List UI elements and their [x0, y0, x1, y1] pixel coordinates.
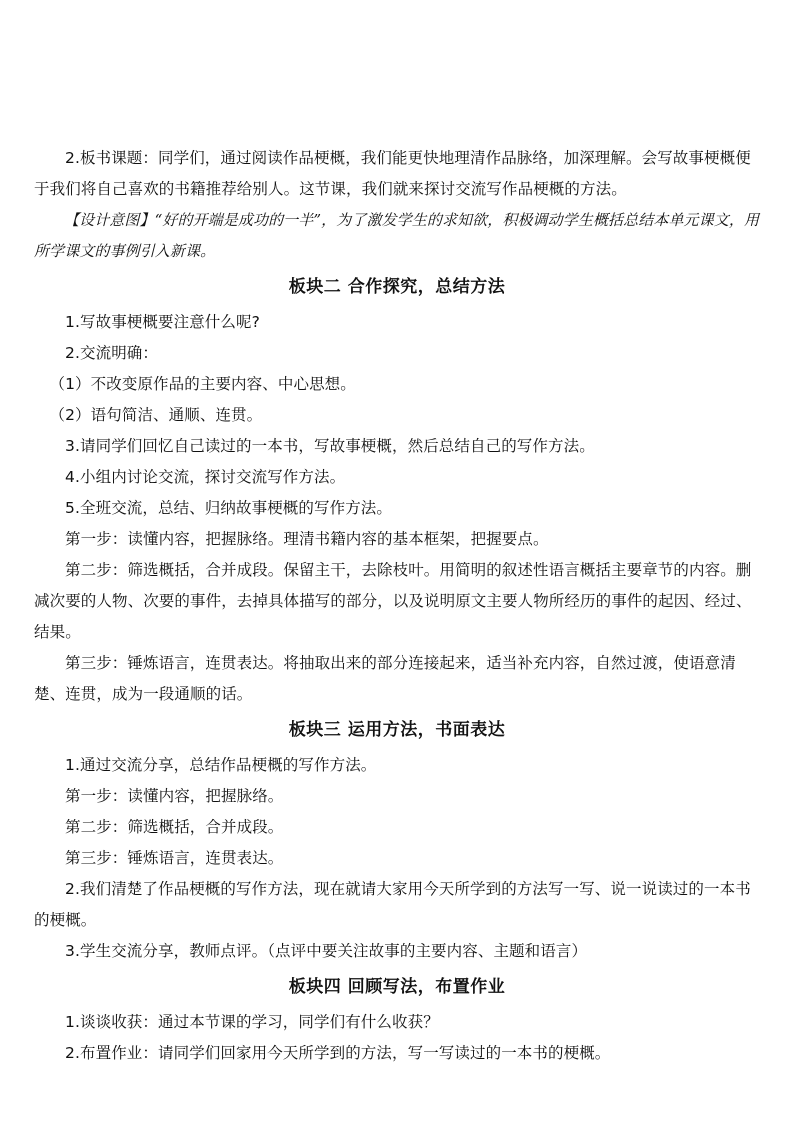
section-2-item: 3.请同学们回忆自己读过的一本书，写故事梗概，然后总结自己的写作方法。 — [65, 437, 595, 455]
section-4-title: 板块四 回顾写法，布置作业 — [288, 977, 506, 997]
section-2-item: 1.写故事梗概要注意什么呢? — [65, 313, 260, 331]
section-3-step: 第一步：读懂内容，把握脉络。 — [65, 787, 284, 805]
section-2-item: 2.交流明确： — [65, 344, 158, 362]
section-3-step: 第二步：筛选概括，合并成段。 — [65, 818, 284, 836]
section-3-title: 板块三 运用方法，书面表达 — [288, 720, 506, 740]
document-content — [34, 143, 760, 1069]
section-3-step: 第三步：锤炼语言，连贯表达。 — [65, 849, 284, 867]
section-2-title: 板块二 合作探究，总结方法 — [288, 277, 506, 297]
section-2-item: 5.全班交流，总结、归纳故事梗概的写作方法。 — [65, 499, 392, 517]
section-2-item: （1）不改变原作品的主要内容、中心思想。 — [49, 375, 356, 393]
section-2-step: 第二步：筛选概括，合并成段。保留主干，去除枝叶。用简明的叙述性语言概括主要章节的内容。删减次要的人物、次要的事件，去掉具体描写的部分，以及说明原文主要人物所经历的事件的起因、经过、结果。 — [34, 561, 752, 641]
intro-item-2: 2.板书课题：同学们，通过阅读作品梗概，我们能更快地理清作品脉络，加深理解。会写故事梗概便于我们将自己喜欢的书籍推荐给别人。这节课，我们就来探讨交流写作品梗概的方法。 — [34, 149, 751, 198]
section-2-item: 4.小组内讨论交流，探讨交流写作方法。 — [65, 468, 346, 486]
section-2-step: 第一步：读懂内容，把握脉络。理清书籍内容的基本框架，把握要点。 — [65, 530, 549, 548]
section-4-item: 1.谈谈收获：通过本节课的学习，同学们有什么收获？ — [65, 1013, 439, 1031]
section-2-step: 第三步：锤炼语言，连贯表达。将抽取出来的部分连接起来，适当补充内容，自然过渡，使语意清楚、连贯，成为一段通顺的话。 — [34, 654, 736, 703]
design-intent: 【设计意图】“好的开端是成功的一半”，为了激发学生的求知欲，积极调动学生概括总结本单元课文，用所学课文的事例引入新课。 — [34, 211, 760, 260]
section-2-item: （2）语句简洁、通顺、连贯。 — [49, 406, 263, 424]
section-3-item: 3.学生交流分享，教师点评。（点评中要关注故事的主要内容、主题和语言） — [65, 942, 588, 960]
section-4-item: 2.布置作业：请同学们回家用今天所学到的方法，写一写读过的一本书的梗概。 — [65, 1044, 611, 1062]
section-3-item: 1.通过交流分享，总结作品梗概的写作方法。 — [65, 756, 377, 774]
section-3-item: 2.我们清楚了作品梗概的写作方法，现在就请大家用今天所学到的方法写一写、说一说读过的一本书的梗概。 — [34, 880, 751, 929]
